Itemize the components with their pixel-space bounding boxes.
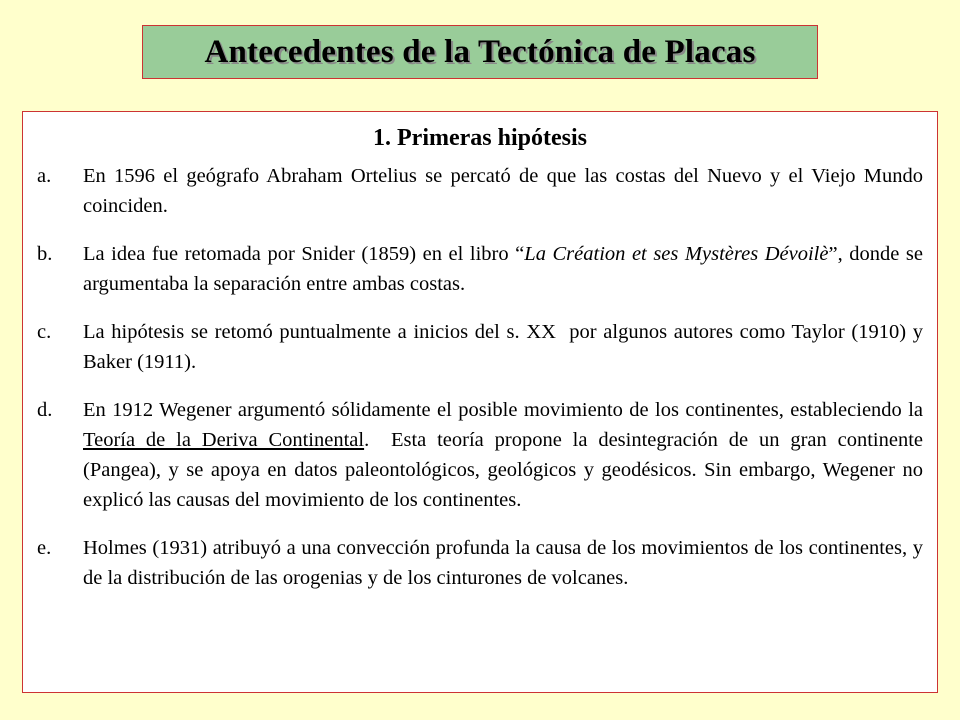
item-text: La hipótesis se retomó puntualmente a inicios del s. XX por algunos autores como Taylor (1910) y Baker (1911). [83, 321, 929, 373]
section-heading: 1. Primeras hipótesis [373, 125, 587, 151]
item-text: En 1912 Wegener argumentó sólidamente el posible movimiento de los continentes, estableciendo la [83, 399, 923, 421]
list-item-e [37, 533, 923, 593]
list-marker: b. [37, 243, 53, 265]
book-title: La Création et ses Mystères Dévoilè [524, 243, 829, 265]
theory-name: Teoría de la Deriva Continental [83, 429, 365, 451]
list-marker: e. [37, 537, 52, 559]
list-item-a [37, 161, 923, 221]
item-text: La idea fue retomada por Snider (1859) en el libro “ [83, 243, 525, 265]
content-panel [22, 111, 938, 693]
list-item-c [37, 317, 929, 377]
item-text: Holmes (1931) atribuyó a una convección profunda la causa de los movimientos de los continentes, y de la distribución de las orogenias y de los cinturones de volcanes. [83, 537, 923, 589]
list-marker: c. [37, 321, 52, 343]
item-text: . Esta teoría propone la desintegración de un gran continente (Pangea), y se apoya en datos paleontológicos, geológicos y geodésicos. Sin embargo, Wegener no explicó las causas del movimiento de los continentes. [83, 429, 929, 511]
item-text: ”, donde se argumentaba la separación entre ambas costas. [83, 243, 924, 295]
title-banner [142, 25, 818, 79]
hypothesis-list [37, 161, 929, 593]
list-item-b [37, 239, 923, 299]
slide-title: Antecedentes de la Tectónica de Placas [204, 33, 756, 70]
list-item-d [37, 395, 929, 515]
list-marker: a. [37, 165, 52, 187]
list-marker: d. [37, 399, 53, 421]
item-text: En 1596 el geógrafo Abraham Ortelius se percató de que las costas del Nuevo y el Viejo Mundo coinciden. [83, 165, 923, 217]
